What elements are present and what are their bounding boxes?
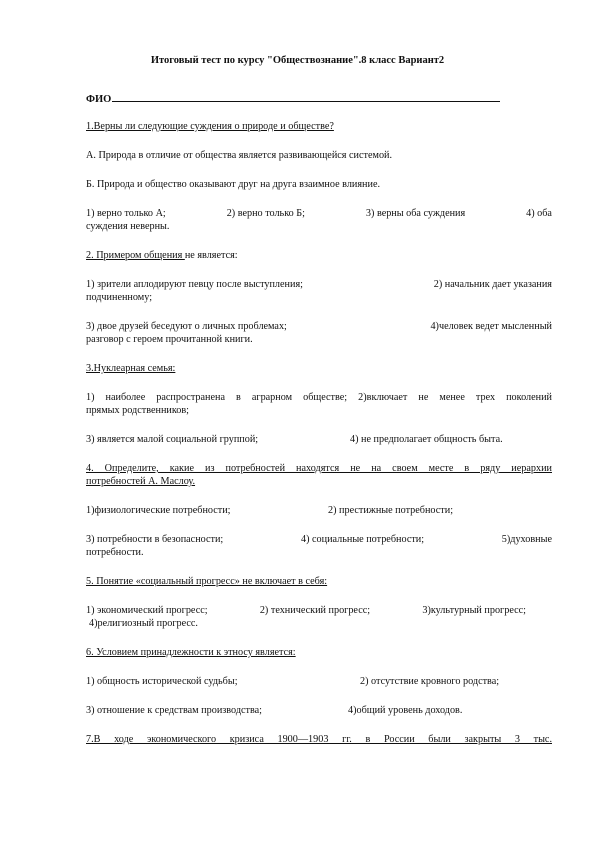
q1-options <box>86 207 552 220</box>
test-title: Итоговый тест по курсу "Обществознание".8 класс Вариант2 <box>150 55 445 66</box>
q5-option-1: 1) экономический прогресс; <box>86 605 208 616</box>
q3-question: 3.Нуклеарная семья: <box>86 363 176 374</box>
q2-option-2-cont: подчиненному; <box>86 292 153 303</box>
q7-question: 7.В ходе экономического кризиса 1900—1903 гг. в России были закрыты 3 тыс. <box>86 734 552 745</box>
q3-option-1-2: 1) наиболее распространена в аграрном обществе; 2)включает не менее трех поколений <box>86 392 552 403</box>
q5-options-row <box>86 604 526 617</box>
q2-options-row-1 <box>86 278 552 291</box>
q6-question: 6. Условием принадлежности к этносу является: <box>86 647 296 658</box>
q3-option-3: 3) является малой социальной группой; <box>86 434 259 445</box>
q1-option-4: 4) оба <box>526 208 552 219</box>
q6-option-2: 2) отсутствие кровного родства; <box>360 676 500 687</box>
q4-options-row-2 <box>86 533 552 546</box>
q1-option-3: 3) верны оба суждения <box>365 208 466 219</box>
fio-field <box>86 90 504 106</box>
q4-option-3: 3) потребности в безопасности; <box>86 534 224 545</box>
q6-option-4: 4)общий уровень доходов. <box>348 705 463 716</box>
q6-options-row-2 <box>86 704 552 717</box>
q2-question <box>86 249 552 262</box>
q1-option-2: 2) верно только Б; <box>226 208 305 219</box>
q2-options-row-2 <box>86 320 552 333</box>
fio-label: ФИО <box>86 94 112 105</box>
fio-underline <box>112 90 500 102</box>
q4-options-row-1 <box>86 504 552 517</box>
q3-option-4: 4) не предполагает общность быта. <box>350 434 503 445</box>
q1-statement-b: Б. Природа и общество оказывают друг на друга взаимное влияние. <box>86 179 381 190</box>
q1-question: 1.Верны ли следующие суждения о природе и обществе? <box>86 121 334 132</box>
q4-option-2: 2) престижные потребности; <box>328 505 454 516</box>
q5-question: 5. Понятие «социальный прогресс» не включает в себя: <box>86 576 328 587</box>
q3-option-2-cont: прямых родственников; <box>86 405 190 416</box>
q1-statement-a: А. Природа в отличие от общества является развивающейся системой. <box>86 150 393 161</box>
q5-option-4: 4)религиозный прогресс. <box>89 618 198 629</box>
q4-question: 4. Определите, какие из потребностей находятся не на своем месте в ряду иерархии <box>86 463 552 474</box>
q1-option-1: 1) верно только А; <box>86 208 166 219</box>
q2-option-4-cont: разговор с героем прочитанной книги. <box>86 334 253 345</box>
q2-question-rest: не является: <box>184 250 238 261</box>
q3-options-row-2 <box>86 433 552 446</box>
q4-question-cont: потребностей А. Маслоу. <box>86 476 196 487</box>
q2-option-3: 3) двое друзей беседуют о личных проблемах; <box>86 321 287 332</box>
q1-option-4-cont: суждения неверны. <box>86 221 170 232</box>
q4-option-1: 1)физиологические потребности; <box>86 505 231 516</box>
q4-option-5-cont: потребности. <box>86 547 144 558</box>
q2-question-underlined: 2. Примером общения <box>86 250 185 261</box>
q6-options-row-1 <box>86 675 552 688</box>
q4-option-5: 5)духовные <box>501 534 552 545</box>
q6-option-1: 1) общность исторической судьбы; <box>86 676 238 687</box>
q2-option-2: 2) начальник дает указания <box>433 279 552 290</box>
q2-option-4: 4)человек ведет мысленный <box>430 321 552 332</box>
q5-option-2: 2) технический прогресс; <box>259 605 371 616</box>
q4-option-4: 4) социальные потребности; <box>300 534 425 545</box>
q5-option-3: 3)культурный прогресс; <box>422 605 526 616</box>
q2-option-1: 1) зрители аплодируют певцу после выступления; <box>86 279 303 290</box>
q6-option-3: 3) отношение к средствам производства; <box>86 705 263 716</box>
